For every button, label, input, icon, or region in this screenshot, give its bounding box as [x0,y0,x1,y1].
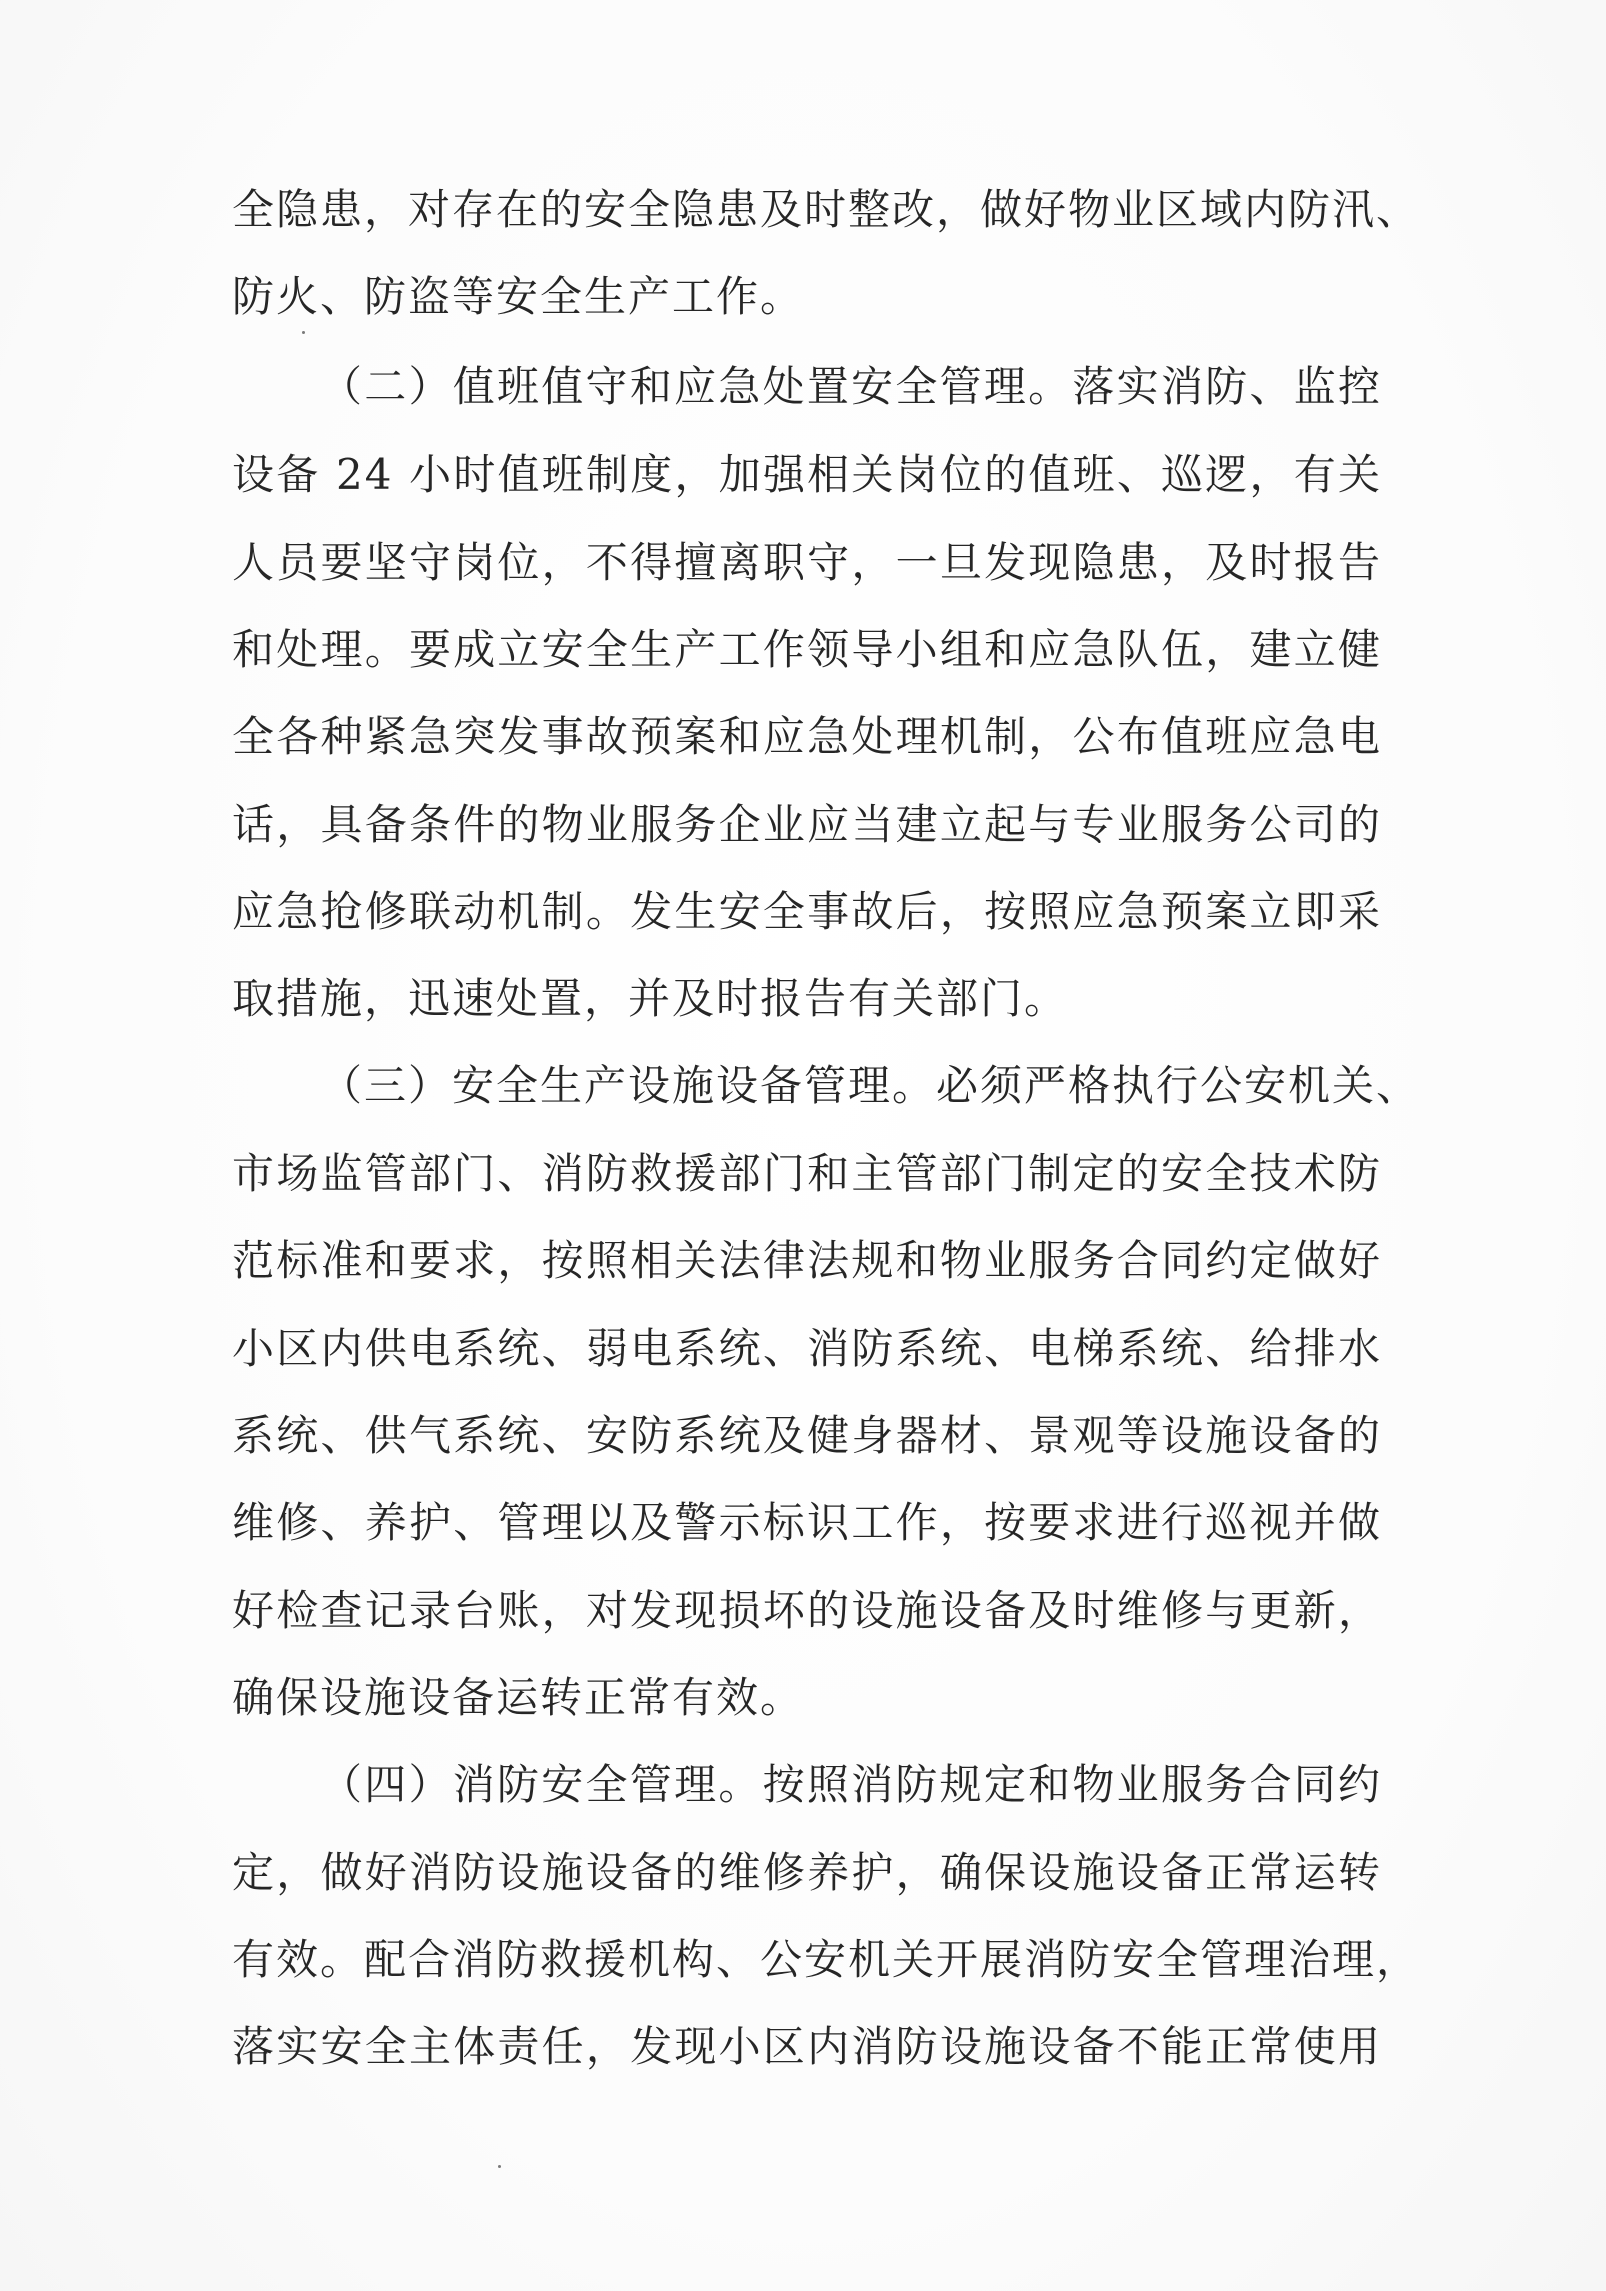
text-line-7: 全各种紧急突发事故预案和应急处理机制，公布值班应急电 [232,712,1382,761]
scan-speck [498,2165,501,2168]
text-line-20: 定，做好消防设施设备的维修养护，确保设施设备正常运转 [232,1848,1382,1897]
text-line-10: 取措施，迅速处置，并及时报告有关部门。 [232,974,1069,1023]
text-line-15: 系统、供气系统、安防系统及健身器材、景观等设施设备的 [232,1411,1382,1460]
scan-speck [302,331,305,334]
paragraph-4-heading-line: （四）消防安全管理。按照消防规定和物业服务合同约 [320,1760,1382,1809]
paragraph-3-heading-line: （三）安全生产设施设备管理。必须严格执行公安机关、 [320,1061,1421,1110]
text-line-5: 人员要坚守岗位，不得擅离职守，一旦发现隐患，及时报告 [232,538,1382,587]
text-line-13: 范标准和要求，按照相关法律法规和物业服务合同约定做好 [232,1236,1382,1285]
text-line-16: 维修、养护、管理以及警示标识工作，按要求进行巡视并做 [232,1498,1382,1547]
text-line-14: 小区内供电系统、弱电系统、消防系统、电梯系统、给排水 [232,1324,1382,1373]
text-line-18: 确保设施设备运转正常有效。 [232,1673,805,1722]
text-line-1: 全隐患，对存在的安全隐患及时整改，做好物业区域内防汛、 [232,185,1421,234]
text-line-2: 防火、防盗等安全生产工作。 [232,272,805,321]
text-line-9: 应急抢修联动机制。发生安全事故后，按照应急预案立即采 [232,887,1382,936]
text-line-12: 市场监管部门、消防救援部门和主管部门制定的安全技术防 [232,1149,1382,1198]
text-line-8: 话，具备条件的物业服务企业应当建立起与专业服务公司的 [232,800,1382,849]
paragraph-2-heading-line: （二）值班值守和应急处置安全管理。落实消防、监控 [320,362,1382,411]
text-line-17: 好检查记录台账，对发现损坏的设施设备及时维修与更新， [232,1586,1382,1635]
text-line-22: 落实安全主体责任，发现小区内消防设施设备不能正常使用 [232,2022,1382,2071]
text-line-6: 和处理。要成立安全生产工作领导小组和应急队伍，建立健 [232,625,1382,674]
text-line-4: 设备 24 小时值班制度，加强相关岗位的值班、巡逻，有关 [232,450,1382,499]
text-line-21: 有效。配合消防救援机构、公安机关开展消防安全管理治理， [232,1935,1421,1984]
